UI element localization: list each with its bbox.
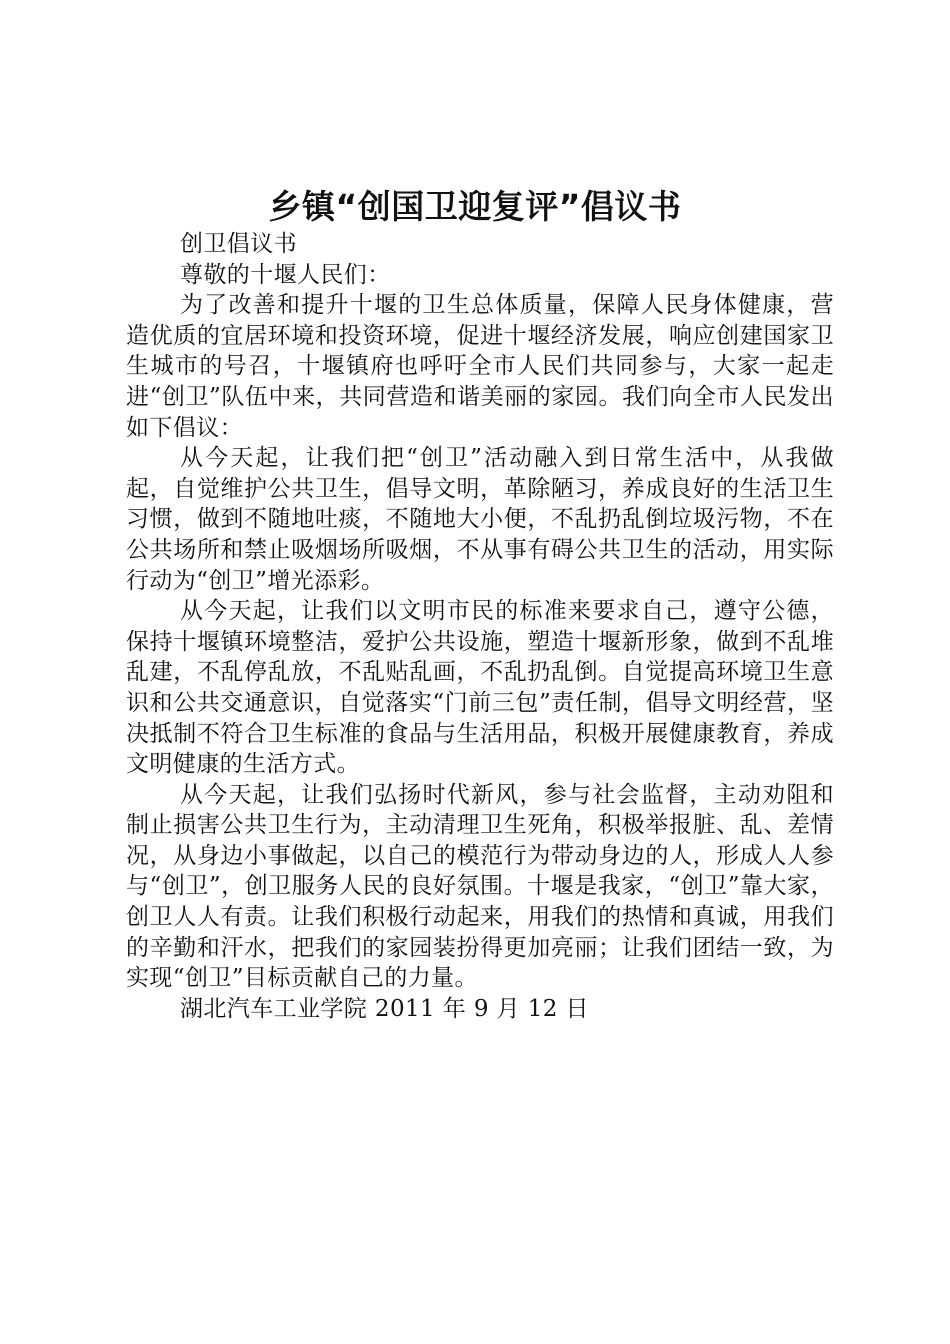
salutation: 尊敬的十堰人民们： [180,261,391,288]
document-body [126,229,834,1024]
paragraph-proposal-2: 从今天起，让我们以文明市民的标准来要求自己，遵守公德，保持十堰镇环境整洁，爱护公共设施，塑造十堰新形象，做到不乱堆乱建，不乱停乱放，不乱贴乱画，不乱扔乱倒。自觉提高环境卫生意识和公共交通意识，自觉落实“门前三包”责任制，倡导文明经营，坚决抵制不符合卫生标准的食品与生活用品，积极开展健康教育，养成文明健康的生活方式。 [126,598,834,778]
paragraph-proposal-1: 从今天起，让我们把“创卫”活动融入到日常生活中，从我做起，自觉维护公共卫生，倡导文明，革除陋习，养成良好的生活卫生习惯，做到不随地吐痰，不随地大小便，不乱扔乱倒垃圾污物，不在公共场所和禁止吸烟场所吸烟，不从事有碍公共卫生的活动，用实际行动为“创卫”增光添彩。 [126,445,834,594]
document-title: 乡镇“创国卫迎复评”倡议书 [268,187,682,226]
paragraph-proposal-3: 从今天起，让我们弘扬时代新风，参与社会监督，主动劝阻和制止损害公共卫生行为，主动清理卫生死角，积极举报脏、乱、差情况，从身边小事做起，以自己的模范行为带动身边的人，形成人人参与“创卫”，创卫服务人民的良好氛围。十堰是我家，“创卫”靠大家，创卫人人有责。让我们积极行动起来，用我们的热情和真诚，用我们的辛勤和汗水，把我们的家园装扮得更加亮丽；让我们团结一致，为实现“创卫”目标贡献自己的力量。 [126,781,834,992]
paragraph-intro: 为了改善和提升十堰的卫生总体质量，保障人民身体健康，营造优质的宜居环境和投资环境，促进十堰经济发展，响应创建国家卫生城市的号召，十堰镇府也呼吁全市人民们共同参与，大家一起走进“创卫”队伍中来，共同营造和谐美丽的家园。我们向全市人民发出如下倡议： [126,292,834,441]
document-subtitle: 创卫倡议书 [180,231,297,257]
signature-date: 湖北汽车工业学院 2011 年 9 月 12 日 [180,995,589,1022]
